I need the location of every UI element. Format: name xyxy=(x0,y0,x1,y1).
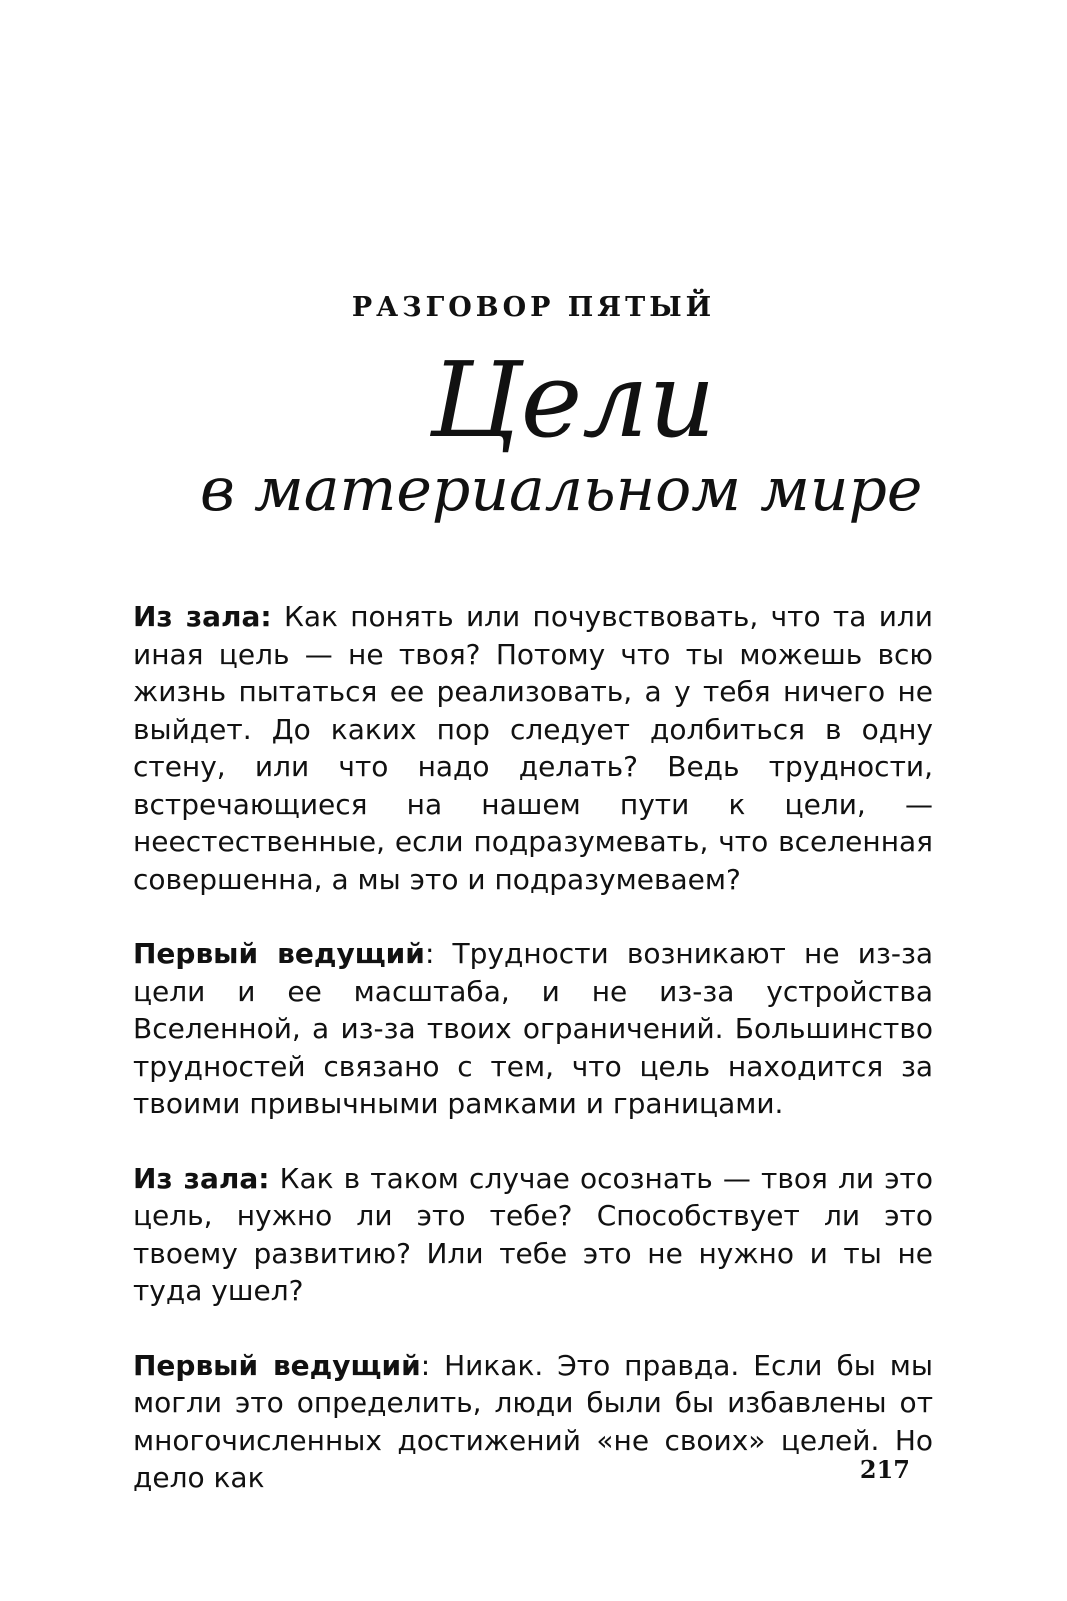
paragraph xyxy=(133,1347,933,1497)
body-text xyxy=(133,598,933,1534)
chapter-label: РАЗГОВОР ПЯТЫЙ xyxy=(351,292,716,323)
speaker-label: Из зала: xyxy=(133,1161,270,1195)
speaker-label: Первый ведущий xyxy=(133,1348,421,1382)
speaker-label: Первый ведущий xyxy=(133,937,425,970)
page-number: 217 xyxy=(859,1455,910,1484)
paragraph-text: : Никак. Это правда. Если бы мы могли это определить, люди были бы избавлены от многочисленных достижений «не своих» целей. Но дело как xyxy=(133,1348,934,1494)
paragraph-text: Как в таком случае осознать — твоя ли это цель, нужно ли это тебе? Способствует ли это твоему развитию? Или тебе это не нужно и ты не туда ушел? xyxy=(133,1161,933,1307)
paragraph xyxy=(133,935,933,1123)
paragraph xyxy=(133,598,933,898)
speaker-label: Из зала: xyxy=(133,600,272,633)
chapter-title-line2: в материальном мире xyxy=(200,455,923,525)
paragraph xyxy=(133,1160,933,1310)
paragraph-text: : Трудности возникают не из-за цели и ее масштаба, и не из-за устройства Вселенной, а из-за твоих ограничений. Большинство трудностей связано с тем, что цель находится за твоими привычными рамками и границами. xyxy=(133,937,934,1120)
paragraph-text: Как понять или почувствовать, что та или иная цель — не твоя? Потому что ты можешь всю жизнь пытаться ее реализовать, а у тебя ничего не выйдет. До каких пор следует долбиться в одну стену, или что надо делать? Ведь трудности, встречающиеся на нашем пути к цели, — неестественные, если подразумевать, что вселенная совершенна, а мы это и подразумеваем? xyxy=(133,600,934,896)
chapter-title xyxy=(200,339,923,560)
chapter-title-line1: Цели xyxy=(430,339,716,461)
